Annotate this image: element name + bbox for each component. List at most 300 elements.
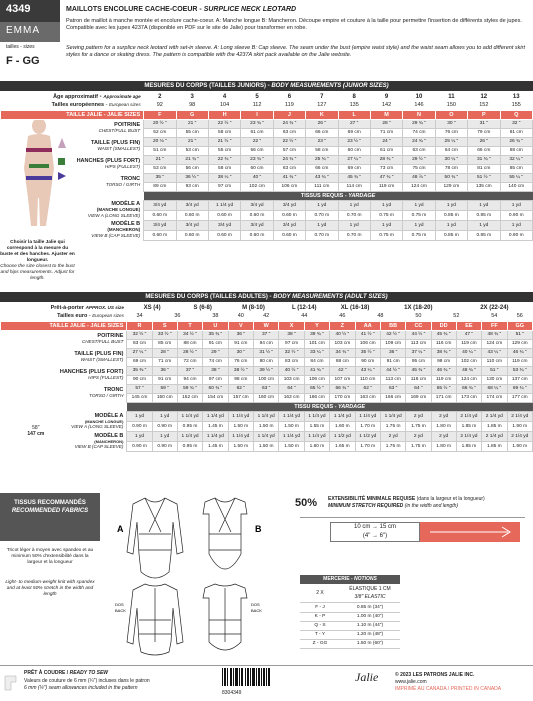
junior-measure-in: 22 ½ " [208,119,240,128]
junior-yardage-m: 0.60 m [144,230,176,240]
pattern-title: MAILLOTS ENCOLURE CACHE-COEUR - SURPLICE NECK LEOTARD [66,6,297,13]
adult-measure-cm: 85 cm [152,339,177,348]
junior-yardage-m: 0.60 m [208,210,240,220]
junior-euro: 98 [189,102,196,109]
junior-measure-cm: 63 cm [273,164,305,173]
junior-measure-cm: 102 cm [241,182,273,191]
adult-yardage-yd: 1 1/4 yd [279,431,304,441]
junior-jalie-size: Q [500,110,533,119]
junior-measure-cm: 64 cm [435,146,467,155]
adult-measure-in: 51 " [482,366,507,375]
adult-jalie-size: EE [456,321,481,330]
adult-yardage-m: 1.90 m [507,421,532,431]
adult-measure-cm: 80 cm [253,357,278,366]
adult-measure-in: 38 " [203,366,228,375]
adult-yardage-m: 0.90 m [127,421,152,431]
junior-jalie-size: L [338,110,370,119]
junior-age: 9 [384,93,389,100]
junior-measure-cm: 63 cm [273,128,305,137]
adult-jalie-size: CC [406,321,431,330]
junior-age: 6 [287,93,292,100]
adult-yardage-yd: 1 1/4 yd [330,411,355,421]
adult-measure-in: 47 " [456,330,481,339]
pattern-id-block [0,0,60,80]
junior-euro: 104 [219,102,230,109]
adult-yardage-m: 1.50 m [279,441,304,451]
adult-yardage-yd: 1 yd [152,411,177,421]
adult-measure-in: 38 ½ " [228,366,253,375]
adult-measure-cm: 84 cm [304,357,329,366]
adult-measure-cm: 98 cm [431,357,456,366]
adult-yardage-m: 1.75 m [406,421,431,431]
adult-jalie-size: DD [431,321,456,330]
junior-jalie-size: F [144,110,176,119]
adult-jalie-size: FF [482,321,507,330]
junior-measure-in: 51 ½ " [468,173,500,182]
junior-age: 2 [158,93,162,100]
adult-jalie-size: Z [330,321,355,330]
junior-measure-in: 45 ¾ " [338,173,370,182]
junior-euro: 152 [479,102,489,109]
junior-measure-in: 21 " [144,155,176,164]
junior-age: 12 [480,93,488,100]
junior-measure-cm: 114 cm [338,182,370,191]
adult-jalie-size: U [203,321,228,330]
adult-measure-cm: 177 cm [507,393,532,402]
junior-measure-in: 21 " [176,137,208,146]
adult-yardage-m: 1.85 m [482,421,507,431]
adult-measure-in: 63 " [253,384,278,393]
barcode-number: 8304349 [222,690,242,696]
adult-measure-cm: 94 cm [253,339,278,348]
adult-yardage-yd: 1 1/4 yd [228,411,253,421]
junior-measure-in: 20 ½ " [144,119,176,128]
adult-yardage-yd: 1 1/4 yd [253,411,278,421]
adult-euro-size: 50 [415,313,422,320]
junior-measure-cm: 56 cm [241,146,273,155]
junior-yardage-yd: 1 yd [435,200,467,210]
adult-measure-cm: 103 cm [279,375,304,384]
adult-euro-size: 46 [339,313,346,320]
adult-measure-cm: 166 cm [304,393,329,402]
junior-yardage-m: 0.60 m [176,210,208,220]
adult-measure-in: 37 ¼ " [406,348,431,357]
adult-yardage-yd: 1 1/4 yd [380,411,405,421]
notions-length: 1.20 m (48") [340,630,400,639]
adult-measure-in: 34 ½ " [177,330,202,339]
adult-measure-in: 40 ½ " [279,366,304,375]
adult-euro-size: 54 [491,313,498,320]
adult-jalie-size: Y [304,321,329,330]
adult-measure-cm: 88 cm [177,339,202,348]
adult-euro-size: 40 [237,313,244,320]
junior-measure-cm: 56 cm [176,164,208,173]
junior-measure-in: 23 ¾ " [241,155,273,164]
junior-yardage-m: 0.70 m [306,230,338,240]
view-a-label: A [117,524,124,534]
adult-measure-in: 37 " [253,330,278,339]
adult-measure-cm: 152 cm [177,393,202,402]
website: www.jalie.com [395,679,427,685]
junior-measure-cm: 71 cm [370,128,402,137]
adult-measure-cm: 71 cm [152,357,177,366]
junior-measure-cm: 57 cm [273,146,305,155]
adult-yardage-m: 1.75 m [406,441,431,451]
adult-yardage-m: 0.95 m [177,441,202,451]
junior-measure-in: 43 ¾ " [306,173,338,182]
junior-measure-in: 24 ¾ " [403,137,435,146]
adult-yardage-yd: 2 yd [406,411,431,421]
junior-measure-in: 24 " [370,137,402,146]
junior-measure-in: 26 " [306,119,338,128]
junior-measure-in: 27 " [338,119,370,128]
adult-measure-in: 44 ½ " [380,366,405,375]
junior-measure-cm: 52 cm [144,128,176,137]
adult-measure-cm: 91 cm [380,357,405,366]
header [0,0,533,80]
junior-euro: 119 [285,102,294,109]
junior-jalie-size: I [241,110,273,119]
junior-measure-cm: 60 cm [338,146,370,155]
adult-pap-size: 1X (18-20) [404,304,433,311]
junior-euro: 92 [156,102,163,109]
notions-length: 1.00 m (40") [340,612,400,621]
adult-jalie-size: V [228,321,253,330]
junior-measure-cm: 74 cm [403,128,435,137]
adult-yardage-yd: 2 1/4 yd [456,431,481,441]
seam-fr: Valeurs de couture de 6 mm (¼") incluses dans le patron [24,678,150,684]
adult-measure-cm: 174 cm [482,393,507,402]
junior-measure-cm: 89 cm [144,182,176,191]
adult-yardage-yd: 1 1/4 yd [355,411,380,421]
junior-measure-cm: 81 cm [500,128,533,137]
adult-measure-in: 44 ½ " [406,330,431,339]
junior-measure-in: 21 " [176,119,208,128]
junior-measure-in: 32 " [500,119,533,128]
adult-euro-size: 52 [453,313,460,320]
adult-yardage-yd: 1 yd [127,431,152,441]
adult-jalie-size: T [177,321,202,330]
printed-in: IMPRIMÉ AU CANADA / PRINTED IN CANADA [395,686,502,692]
adult-measure-cm: 69 cm [127,357,152,366]
junior-yardage-m: 0.60 m [241,210,273,220]
adult-yardage-m: 1.60 m [330,421,355,431]
adult-yardage-yd: 1 1/4 yd [304,411,329,421]
sizes-label: tailles - sizes [6,44,35,50]
adult-measure-in: 45 ¾ " [431,330,456,339]
adult-measure-cm: 166 cm [380,393,405,402]
junior-measure-cm: 53 cm [144,164,176,173]
junior-yardage-m: 0.75 m [370,210,402,220]
adult-measure-in: 28 ½ " [177,348,202,357]
adult-yardage-yd: 1 1/2 yd [355,431,380,441]
junior-measure-in: 25 ¼ " [435,137,467,146]
junior-age: 3 [190,93,194,100]
view-b-label: B [255,524,262,534]
junior-measure-cm: 81 cm [468,164,500,173]
pattern-number: 4349 [0,0,60,22]
junior-yardage-m: 0.90 m [500,210,533,220]
pattern-name: EMMA [0,22,60,42]
adult-measure-in: 40 ¼ " [456,348,481,357]
adult-yardage-m: 0.90 m [152,421,177,431]
junior-measure-in: 24 ¾ " [273,119,305,128]
adult-yardage-m: 1.85 m [456,421,481,431]
junior-measure-in: 26 ¾ " [500,137,533,146]
adult-measure-cm: 150 cm [152,393,177,402]
adult-measure-in: 27 ¼ " [127,348,152,357]
junior-measure-in: 55 ¼ " [500,173,533,182]
junior-measure-in: 47 ¾ " [370,173,402,182]
junior-measure-in: 26 " [468,137,500,146]
junior-age: 10 [415,93,423,100]
junior-yardage-m: 0.85 m [468,210,500,220]
junior-euro: 135 [349,102,359,109]
adult-measure-cm: 129 cm [507,339,532,348]
adult-jalie-size: AA [355,321,380,330]
junior-yardage-yd: 1 yd [306,200,338,210]
ready-to-sew: PRÊT À COUDRE / READY TO SEW [24,670,109,676]
junior-measure-cm: 124 cm [403,182,435,191]
adult-measure-cm: 102 cm [456,357,481,366]
junior-measure-cm: 69 cm [338,164,370,173]
adult-measure-in: 46 ¾ " [431,366,456,375]
junior-age: 13 [512,93,520,100]
adult-measure-cm: 88 cm [330,357,355,366]
adult-measure-cm: 97 cm [279,339,304,348]
adult-euro-size: 44 [301,313,308,320]
view-a-front [127,498,183,578]
notions-size: F - J [300,603,340,612]
junior-measure-cm: 135 cm [468,182,500,191]
junior-age: 5 [255,93,259,100]
junior-measure-in: 22 ¾ " [208,155,240,164]
adult-measure-cm: 91 cm [203,339,228,348]
junior-measure-in: 28 " [370,119,402,128]
adult-yardage-yd: 1 yd [127,411,152,421]
adult-measure-cm: 124 cm [482,339,507,348]
adult-measure-cm: 110 cm [355,375,380,384]
junior-yardage-m: 0.70 m [338,230,370,240]
adult-measure-in: 29 " [203,348,228,357]
adult-yardage-m: 1.50 m [228,421,253,431]
junior-measure-cm: 129 cm [435,182,467,191]
adult-pap-size: 2X (22-24) [480,304,509,311]
sewing-machine-icon [2,670,20,692]
adult-measure-cm: 170 cm [330,393,355,402]
adult-yardage-yd: 1 1/4 yd [304,431,329,441]
adult-yardage-yd: 2 1/4 yd [456,411,481,421]
adult-yardage-m: 1.50 m [253,441,278,451]
junior-age: 4 [222,93,227,100]
adult-measure-in: 35 ½ " [355,348,380,357]
adult-measure-cm: 116 cm [406,375,431,384]
junior-yardage-m: 0.60 m [241,230,273,240]
adult-measure-in: 32 ½ " [127,330,152,339]
junior-measure-in: 20 ⅛ " [144,137,176,146]
adult-measure-in: 42 ½ " [380,330,405,339]
adult-measure-cm: 116 cm [431,339,456,348]
adult-measure-cm: 101 cm [304,339,329,348]
junior-measure-cm: 55 cm [176,128,208,137]
adult-measure-in: 35 ¾ " [203,330,228,339]
adult-yardage-m: 1.50 m [279,421,304,431]
adult-euro-size: 36 [174,313,181,320]
adult-measure-in: 68 ¼ " [482,384,507,393]
adult-yardage-m: 1.80 m [431,421,456,431]
junior-measure-cm: 58 cm [306,146,338,155]
adult-measure-cm: 110 cm [482,357,507,366]
adult-yardage-m: 1.80 m [431,441,456,451]
adult-measure-in: 59 ¾ " [177,384,202,393]
adult-measure-cm: 98 cm [228,375,253,384]
junior-measure-cm: 53 cm [176,146,208,155]
junior-measure-in: 50 ¾ " [435,173,467,182]
adult-measure-in: 41 ½ " [355,330,380,339]
stretch-arrow-fill [420,522,520,542]
adult-measure-in: 59 " [152,384,177,393]
junior-measure-cm: 68 cm [500,146,533,155]
adult-measure-cm: 169 cm [406,393,431,402]
junior-measure-cm: 66 cm [306,164,338,173]
adult-yardage-yd: 2 1/4 yd [507,431,532,441]
junior-euro: 146 [414,102,424,109]
view-b-front [203,498,247,569]
junior-measure-cm: 111 cm [306,182,338,191]
junior-yardage-yd: 1 yd [500,200,533,210]
junior-yardage-yd: 3/4 yd [176,220,208,230]
adult-measure-in: 48 ¾ " [456,366,481,375]
junior-measure-in: 23 ¾ " [241,119,273,128]
junior-yardage-yd: 1 yd [338,220,370,230]
junior-yardage-yd: 1 yd [403,220,435,230]
adult-measure-cm: 90 cm [127,375,152,384]
notions-size: Z - GG [300,639,340,648]
junior-yardage-yd: 1 yd [403,200,435,210]
junior-table: Âge approximatif - Approximate age 2 3 4 5 6 7 8 9 10 11 12 13 Tailles européennes - European sizes 92 98 104 112 119 127 135 142 146 150 152 155 TAILLE JALIE - JALIE SIZES F G H I J K L M N O P Q POITRINE CHEST/FULL BUST 20 ½ " 21 " 22 ½ " 23 ¾ " 24 ¾ " 26 " 27 " 28 " 29 ¾ " 30 " 31 " 32 " 52 cm 55 cm 58 cm 61 cm 63 cm 66 cm 69 cm 71 cm 74 cm 76 cm 79 cm 81 cm TAILLE (PLUS FIN) WAIST (SMALLEST) 20 ⅛ " 21 " 21 ½ " 22 " 22 ½ " 23 " 23 ½ " 24 " 24 ¾ " 25 ¼ " 26 " 26 ¾ " 51 cm 53 cm 55 cm 56 cm 57 cm 58 cm 60 cm 61 cm 63 cm 64 cm 66 cm 68 cm HANCHES (PLUS FORT) HIPS (FULLEST) 21 " 21 ¾ " 22 ¾ " 23 ¾ " 24 ¾ " 25 ¾ " 27 ¼ " 28 ¾ " 29 ½ " 30 ¼ " 31 ¾ " 32 ¼ " 53 cm 56 cm 58 cm 60 cm 63 cm 66 cm 69 cm 73 cm 75 cm 78 cm 81 cm 85 cm TRONC TORSO / GIRTH 35 " 36 ½ " 38 ¼ " 40 " 41 ¾ " 43 ¾ " 45 ¾ " 47 ¾ " 48 ⅞ " 50 ¾ " 51 ½ " 55 ¼ " 89 cm 93 cm 97 cm 102 cm 106 cm 111 cm 114 cm 119 cm 124 cm 129 cm 135 cm 140 cm TISSUS REQUIS - YARDAGE MODÈLE A (MANCHE LONGUE) VIEW A (LONG SLEEVE) 3/4 yd 3/4 yd 1 1/4 yd 3/4 yd 3/4 yd 1 yd 1 yd 1 yd 1 yd 1 yd 1 yd 1 yd 0.60 m 0.60 m 0.60 m 0.60 m 0.60 m 0.70 m 0.70 m 0.75 m 0.75 m 0.85 m 0.85 m 0.90 m MODÈLE B (MANCHERON) VIEW B (CAP SLEEVE) 3/4 yd 3/4 yd 3/4 yd 3/4 yd 3/4 yd 1 yd 1 yd 1 yd 1 yd 1 yd 1 yd 1 yd 0.60 m 0.60 m 0.60 m 0.60 m 0.60 m 0.70 m 0.70 m 0.75 m 0.75 m 0.85 m 0.85 m 0.90 m [0,92,533,241]
size-range: F - GG [6,55,40,67]
junior-yardage-yd: 3/4 yd [176,200,208,210]
adult-measure-cm: 91 cm [228,339,253,348]
adult-measure-cm: 119 cm [507,357,532,366]
junior-measure-cm: 69 cm [338,128,370,137]
junior-measure-cm: 60 cm [241,164,273,173]
adult-jalie-size: X [279,321,304,330]
junior-yardage-yd: 1 yd [468,220,500,230]
junior-measure-cm: 66 cm [306,128,338,137]
view-a-back-label: BACK [115,608,126,613]
adult-yardage-yd: 2 yd [406,431,431,441]
adult-measure-in: 63 " [380,384,405,393]
adult-euro-size: 38 [212,313,219,320]
junior-measure-in: 48 ⅞ " [403,173,435,182]
adult-yardage-yd: 2 1/4 yd [482,411,507,421]
adult-measure-in: 39 ¾ " [304,330,329,339]
junior-age: 8 [352,93,356,100]
stretch-scale-box: 10 cm → 15 cm (4" → 6") [330,522,420,542]
junior-age: 7 [320,93,324,100]
adult-measure-in: 45 ¾ " [406,366,431,375]
adult-measure-in: 30 " [228,348,253,357]
fabrics-note-en: Light- to medium-weight knit with spandex and at least 50% stretch in the width and length [5,580,95,597]
stretch-percent: 50% [295,497,318,509]
adult-yardage-m: 1.90 m [507,441,532,451]
junior-measure-in: 29 ½ " [403,155,435,164]
adult-measure-cm: 83 cm [279,357,304,366]
junior-yardage-yd: 3/4 yd [241,200,273,210]
junior-yardage-yd: 1 yd [435,220,467,230]
junior-age: 11 [448,93,455,100]
junior-yardage-m: 0.85 m [435,230,467,240]
adult-measure-cm: 163 cm [355,393,380,402]
junior-measure-cm: 51 cm [144,146,176,155]
adult-yardage-yd: 1 yd [152,431,177,441]
junior-yardage-m: 0.70 m [338,210,370,220]
junior-yardage-yd: 1 yd [370,200,402,210]
adult-yardage-yd: 1 1/4 yd [228,431,253,441]
adult-pap-size: XL (16-18) [340,304,370,311]
junior-measure-in: 36 ½ " [176,173,208,182]
notions-length: 1.10 m (44") [340,621,400,630]
adult-measure-in: 36 " [228,330,253,339]
junior-measure-in: 22 ½ " [273,137,305,146]
adult-measure-in: 64 " [406,384,431,393]
view-a-dos: DOS [115,602,124,607]
junior-measure-cm: 76 cm [435,128,467,137]
adult-yardage-yd: 2 yd [431,431,456,441]
adult-measure-in: 42 " [330,366,355,375]
adult-yardage-m: 1.60 m [304,441,329,451]
notions-box: MERCERIE - NOTIONS 2 X ÉLASTIQUE 1 CM 3/8" ELASTIC F - J 0.85 m (34") K - P 1.00 m (40") Q - S 1.10 m (44") T - Y 1.20 m (48") Z - GG 1.50 m (60") [300,575,400,649]
adult-measure-cm: 74 cm [203,357,228,366]
junior-measure-in: 29 ¾ " [403,119,435,128]
junior-measure-cm: 63 cm [403,146,435,155]
junior-measure-cm: 55 cm [208,146,240,155]
adult-pap-size: M (8-10) [242,304,265,311]
adult-yardage-m: 1.70 m [355,441,380,451]
adult-yardage-yd: 1 1/4 yd [203,411,228,421]
adult-measure-cm: 109 cm [380,339,405,348]
junior-measure-cm: 66 cm [468,146,500,155]
junior-yardage-m: 0.60 m [144,210,176,220]
adult-bar: MESURES DU CORPS (TAILLES ADULTES) - BODY MEASUREMENTS (ADULT SIZES) [0,292,533,302]
junior-jalie-size: K [306,110,338,119]
notions-title: MERCERIE - NOTIONS [300,575,400,584]
junior-yardage-yd: 1 yd [370,220,402,230]
junior-yardage-m: 0.75 m [370,230,402,240]
junior-yardage-yd: 3/4 yd [273,200,305,210]
adult-measure-in: 28 " [152,348,177,357]
junior-euro: 142 [381,102,392,109]
adult-measure-in: 38 ¾ " [431,348,456,357]
junior-measure-in: 41 ¾ " [273,173,305,182]
adult-yardage-m: 0.95 m [177,421,202,431]
adult-measure-cm: 106 cm [355,339,380,348]
notions-length: 0.85 m (34") [340,603,400,612]
junior-yardage-yd: 1 1/4 yd [208,200,240,210]
junior-jalie-size: P [468,110,500,119]
junior-measure-cm: 61 cm [370,146,402,155]
junior-measure-in: 32 ¼ " [500,155,533,164]
adult-jalie-size: R [127,321,152,330]
junior-measure-in: 23 ½ " [338,137,370,146]
adult-measure-in: 39 ½ " [253,366,278,375]
adult-measure-cm: 130 cm [482,375,507,384]
adult-yardage-yd: 1 1/2 yd [330,431,355,441]
junior-yardage-yd: 3/4 yd [144,220,176,230]
adult-measure-cm: 95 cm [406,357,431,366]
adult-measure-cm: 97 cm [203,375,228,384]
